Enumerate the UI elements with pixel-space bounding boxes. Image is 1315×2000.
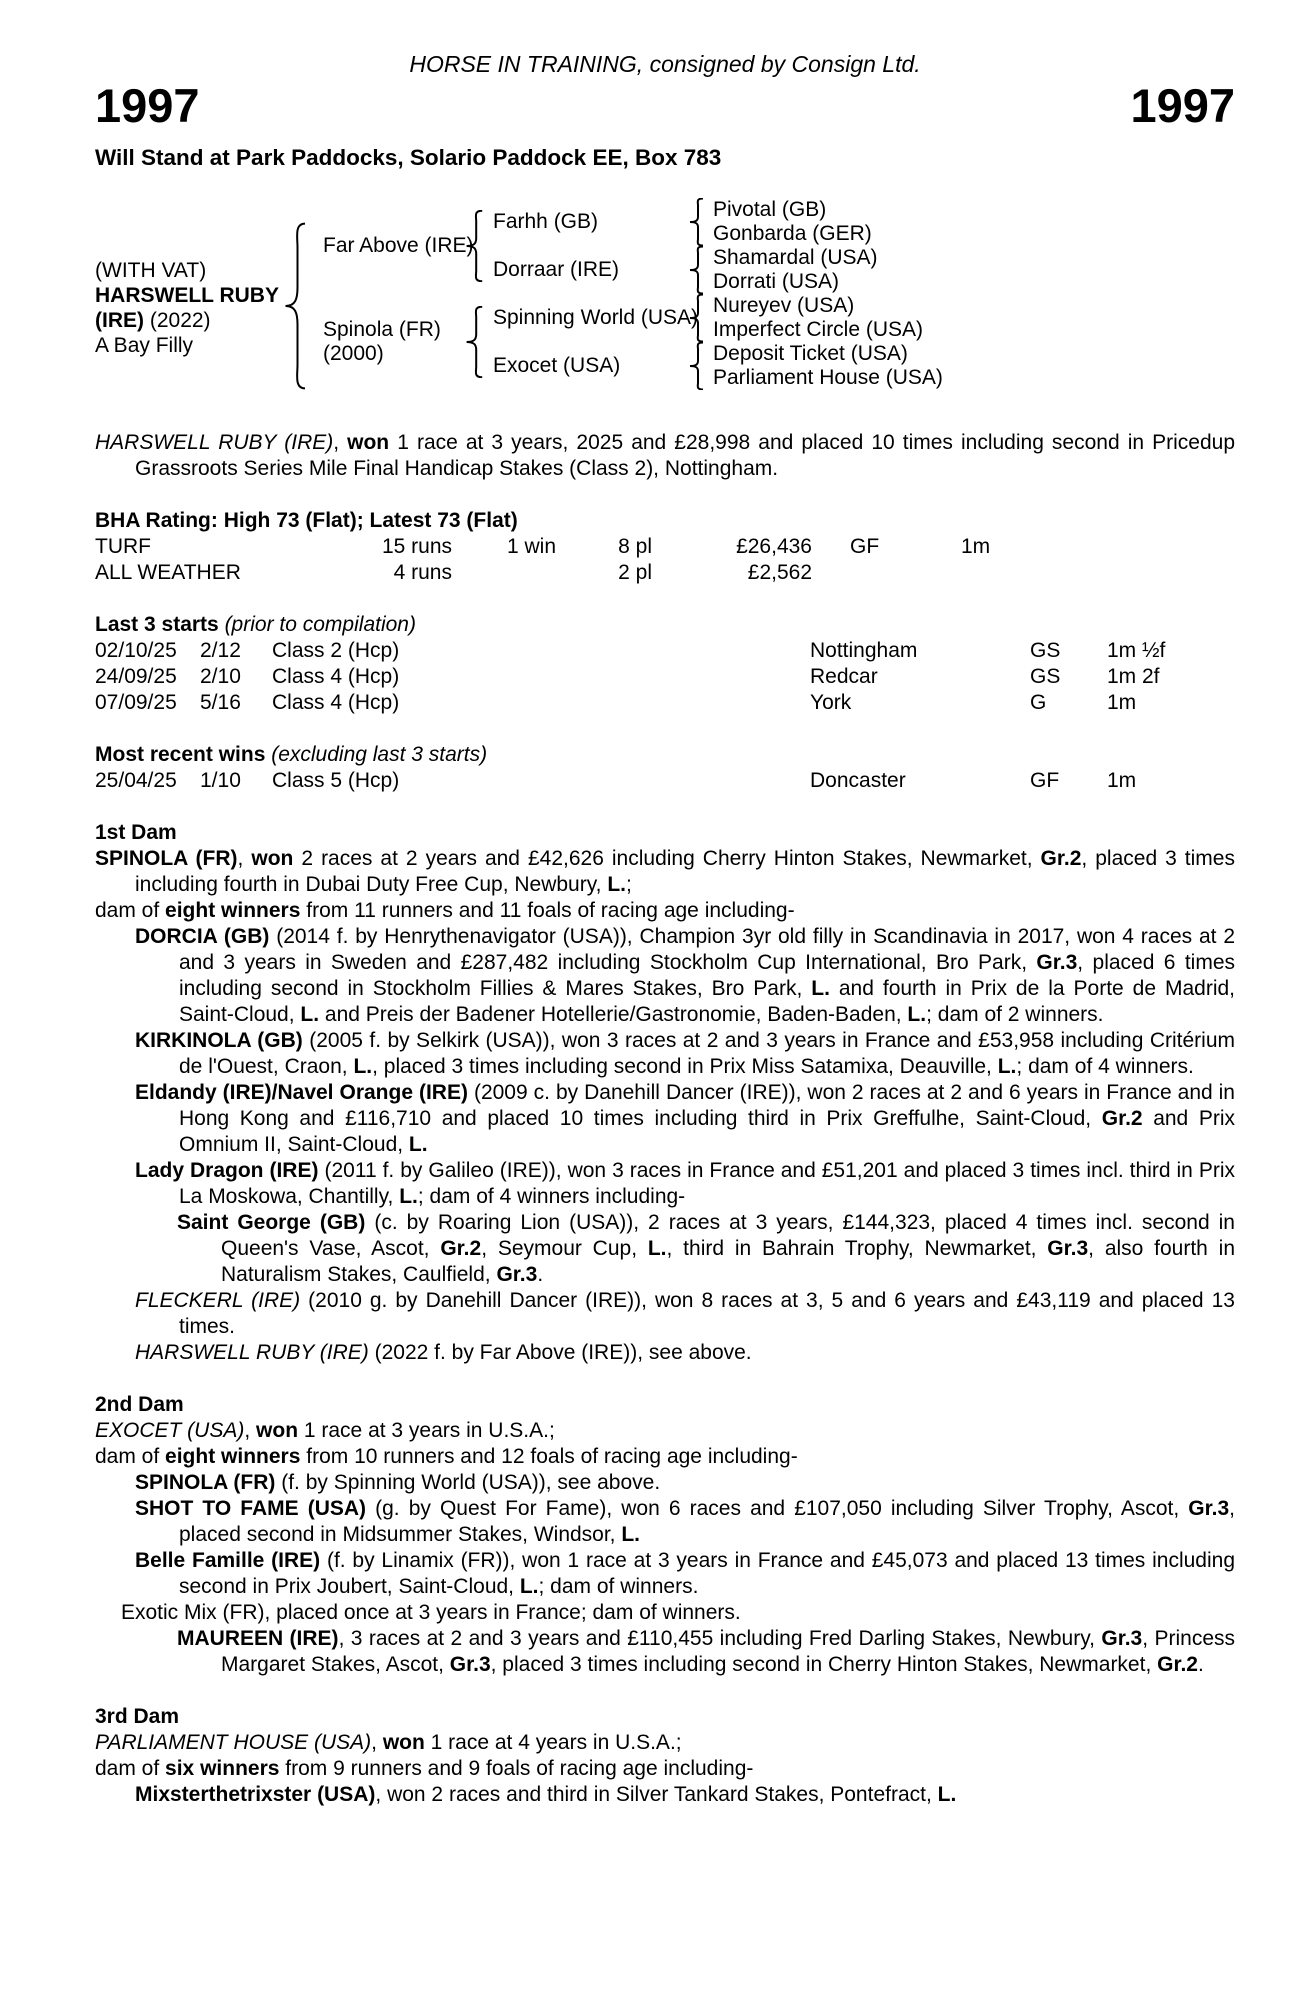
recent-wins-title: Most recent wins xyxy=(95,743,266,766)
dam-sire-name: Spinning World (USA) xyxy=(493,306,699,329)
race-record-paragraph: HARSWELL RUBY (IRE), won 1 race at 3 years, 2025 and £28,998 and placed 10 times including second in Pricedup Grassroots Series Mile Final Handicap Stakes (Class 2), Nottingham. xyxy=(95,431,1235,480)
surface-label: TURF xyxy=(95,535,151,558)
runs-count: 15 runs xyxy=(381,535,452,558)
horse-name: HARSWELL RUBY xyxy=(95,284,279,307)
horse-description: A Bay Filly xyxy=(95,334,194,357)
stats-row-all-weather xyxy=(95,560,1235,586)
horse-suffix: (IRE) xyxy=(95,309,144,332)
race-distance: 1m 2f xyxy=(1107,665,1160,688)
going-code: GF xyxy=(850,535,880,558)
horse-suffix-year xyxy=(95,309,211,333)
recent-wins-note: (excluding last 3 starts) xyxy=(265,743,488,766)
race-going: GS xyxy=(1030,639,1061,662)
race-date: 24/09/25 xyxy=(95,665,177,688)
offspring-paragraph: Eldandy (IRE)/Navel Orange (IRE) (2009 c. by Danehill Dancer (IRE)), won 2 races at 2 and 6 years in France and in Hong Kong and £116,710 and placed 10 times including third in Prix Greffulhe, Saint-Cloud, Gr.2 and Prix Omnium II, Saint-Cloud, L. xyxy=(135,1081,1235,1156)
offspring-paragraph: Lady Dragon (IRE) (2011 f. by Galileo (IRE)), won 3 races in France and £51,201 and placed 3 times incl. third in Prix La Moskowa, Chantilly, L.; dam of 4 winners including- xyxy=(135,1159,1236,1208)
race-class: Class 2 (Hcp) xyxy=(272,639,400,662)
horse-birth-year: (2022) xyxy=(149,309,211,332)
stand-location-line: Will Stand at Park Paddocks, Solario Paddock EE, Box 783 xyxy=(95,145,722,170)
wins-count xyxy=(452,560,556,586)
last-starts-title: Last 3 starts xyxy=(95,613,219,636)
race-position: 2/10 xyxy=(200,665,241,688)
dam-birth-year: (2000) xyxy=(323,342,384,365)
offspring-paragraph: Mixsterthetrixster (USA), won 2 races and third in Silver Tankard Stakes, Pontefract, L. xyxy=(135,1783,957,1806)
dam-paragraph: dam of six winners from 9 runners and 9 foals of racing age including- xyxy=(95,1757,754,1780)
dam-name: Spinola (FR) xyxy=(323,318,441,341)
places-count: 8 pl xyxy=(618,535,652,558)
wins-count: 1 win xyxy=(506,535,556,558)
race-result-row xyxy=(95,638,1235,664)
race-position: 5/16 xyxy=(200,691,241,714)
dam-section-heading: 2nd Dam xyxy=(95,1393,184,1416)
going-code xyxy=(812,560,961,586)
lot-number-left: 1997 xyxy=(95,79,200,132)
great-grandparent-name: Nureyev (USA) xyxy=(713,294,855,317)
offspring-paragraph: HARSWELL RUBY (IRE) (2022 f. by Far Above (IRE)), see above. xyxy=(135,1341,752,1364)
race-date: 25/04/25 xyxy=(95,769,177,792)
race-course: Doncaster xyxy=(810,769,906,792)
offspring-paragraph: MAUREEN (IRE), 3 races at 2 and 3 years and £110,455 including Fred Darling Stakes, Newbury, Gr.3, Princess Margaret Stakes, Ascot, Gr.3, placed 3 times including second in Cherry Hinton Stakes, Newmarket, Gr.2. xyxy=(177,1627,1235,1676)
offspring-paragraph: DORCIA (GB) (2014 f. by Henrythenavigator (USA)), Champion 3yr old filly in Scandinavia in 2017, won 4 races at 2 and 3 years in Sweden and £287,482 including Stockholm Cup International, Bro Park, Gr.3, placed 6 times including second in Stockholm Fillies & Mares Stakes, Bro Park, L. and fourth in Prix de la Porte de Madrid, Saint-Cloud, L. and Preis der Badener Hotellerie/Gastronomie, Baden-Baden, L.; dam of 2 winners. xyxy=(135,925,1236,1026)
pedigree-brace-dam-icon xyxy=(463,306,487,378)
first-dam-section xyxy=(95,820,1235,1366)
bha-rating-heading: BHA Rating: High 73 (Flat); Latest 73 (Flat) xyxy=(95,509,518,532)
bha-section xyxy=(95,508,1235,586)
race-course: Nottingham xyxy=(810,639,918,662)
places-count: 2 pl xyxy=(618,561,652,584)
great-grandparent-name: Imperfect Circle (USA) xyxy=(713,318,924,341)
race-going: G xyxy=(1030,691,1047,714)
race-class: Class 4 (Hcp) xyxy=(272,691,400,714)
race-going: GS xyxy=(1030,665,1061,688)
race-result-row xyxy=(95,664,1235,690)
offspring-paragraph: Exotic Mix (FR), placed once at 3 years in France; dam of winners. xyxy=(121,1601,741,1624)
last-starts-note: (prior to compilation) xyxy=(218,613,416,636)
race-position: 1/10 xyxy=(200,769,241,792)
dam-paragraph: dam of eight winners from 10 runners and 12 foals of racing age including- xyxy=(95,1445,798,1468)
pedigree-table xyxy=(95,186,1235,398)
earnings-amount: £2,562 xyxy=(747,561,812,584)
distance-value: 1m xyxy=(961,535,991,558)
race-date: 07/09/25 xyxy=(95,691,177,714)
great-grandparent-name: Deposit Ticket (USA) xyxy=(713,342,908,365)
third-dam-section xyxy=(95,1704,1235,1808)
great-grandparent-name: Shamardal (USA) xyxy=(713,246,878,269)
dam-section-heading: 3rd Dam xyxy=(95,1705,180,1728)
race-course: Redcar xyxy=(810,665,878,688)
pedigree-brace-gg1-icon xyxy=(687,198,707,246)
great-grandparent-name: Pivotal (GB) xyxy=(713,198,827,221)
pedigree-brace-gen1-icon xyxy=(281,222,311,390)
race-result-row xyxy=(95,768,1235,794)
consignor-line: HORSE IN TRAINING, consigned by Consign Ltd. xyxy=(409,51,921,77)
great-grandparent-name: Parliament House (USA) xyxy=(713,366,943,389)
last-starts-section xyxy=(95,612,1235,716)
offspring-paragraph: Belle Famille (IRE) (f. by Linamix (FR)), won 1 race at 3 years in France and £45,073 and placed 13 times including second in Prix Joubert, Saint-Cloud, L.; dam of winners. xyxy=(135,1549,1235,1598)
lot-year-row xyxy=(95,79,1235,132)
great-grandparent-name: Dorrati (USA) xyxy=(713,270,840,293)
second-dam-section xyxy=(95,1392,1235,1678)
race-distance: 1m xyxy=(1107,769,1137,792)
race-position: 2/12 xyxy=(200,639,241,662)
offspring-paragraph: FLECKERL (IRE) (2010 g. by Danehill Dancer (IRE)), won 8 races at 3, 5 and 6 years and £43,119 and placed 13 times. xyxy=(135,1289,1235,1338)
dam-dam-name: Exocet (USA) xyxy=(493,354,621,377)
dam-paragraph: SPINOLA (FR), won 2 races at 2 years and £42,626 including Cherry Hinton Stakes, Newmarket, Gr.2, placed 3 times including fourth in Dubai Duty Free Cup, Newbury, L.; xyxy=(95,847,1235,896)
earnings-amount: £26,436 xyxy=(736,535,812,558)
race-course: York xyxy=(810,691,852,714)
sire-dam-name: Dorraar (IRE) xyxy=(493,258,620,281)
dam-paragraph: PARLIAMENT HOUSE (USA), won 1 race at 4 years in U.S.A.; xyxy=(95,1731,682,1754)
offspring-paragraph: Saint George (GB) (c. by Roaring Lion (USA)), 2 races at 3 years, £144,323, placed 4 times incl. second in Queen's Vase, Ascot, Gr.2, Seymour Cup, L., third in Bahrain Trophy, Newmarket, Gr.3, also fourth in Naturalism Stakes, Caulfield, Gr.3. xyxy=(177,1211,1236,1286)
runs-count: 4 runs xyxy=(393,561,452,584)
surface-label: ALL WEATHER xyxy=(95,561,241,584)
recent-wins-heading xyxy=(95,742,1235,768)
dam-paragraph: EXOCET (USA), won 1 race at 3 years in U.S.A.; xyxy=(95,1419,555,1442)
race-class: Class 4 (Hcp) xyxy=(272,665,400,688)
dam-paragraph: dam of eight winners from 11 runners and 11 foals of racing age including- xyxy=(95,899,795,922)
race-distance: 1m xyxy=(1107,691,1137,714)
race-going: GF xyxy=(1030,769,1060,792)
distance-value xyxy=(961,560,1235,586)
race-result-row xyxy=(95,690,1235,716)
race-distance: 1m ½f xyxy=(1107,639,1166,662)
dam-section-heading: 1st Dam xyxy=(95,821,177,844)
offspring-paragraph: SPINOLA (FR) (f. by Spinning World (USA)), see above. xyxy=(135,1471,661,1494)
offspring-paragraph: SHOT TO FAME (USA) (g. by Quest For Fame), won 6 races and £107,050 including Silver Trophy, Ascot, Gr.3, placed second in Midsummer Stakes, Windsor, L. xyxy=(135,1497,1235,1546)
pedigree-brace-gg4-icon xyxy=(687,342,707,390)
sire-sire-name: Farhh (GB) xyxy=(493,210,599,233)
last-starts-heading xyxy=(95,612,1235,638)
offspring-paragraph: KIRKINOLA (GB) (2005 f. by Selkirk (USA)), won 3 races at 2 and 3 years in France and £53,958 including Critérium de l'Ouest, Craon, L., placed 3 times including second in Prix Miss Satamixa, Deauville, L.; dam of 4 winners. xyxy=(135,1029,1235,1078)
recent-wins-section xyxy=(95,742,1235,794)
race-date: 02/10/25 xyxy=(95,639,177,662)
stats-row-turf xyxy=(95,534,1235,560)
pedigree-brace-gg2-icon xyxy=(687,246,707,294)
vat-note: (WITH VAT) xyxy=(95,259,207,282)
sire-name: Far Above (IRE) xyxy=(323,234,474,257)
great-grandparent-name: Gonbarda (GER) xyxy=(713,222,872,245)
lot-number-right: 1997 xyxy=(1130,79,1235,132)
race-class: Class 5 (Hcp) xyxy=(272,769,400,792)
